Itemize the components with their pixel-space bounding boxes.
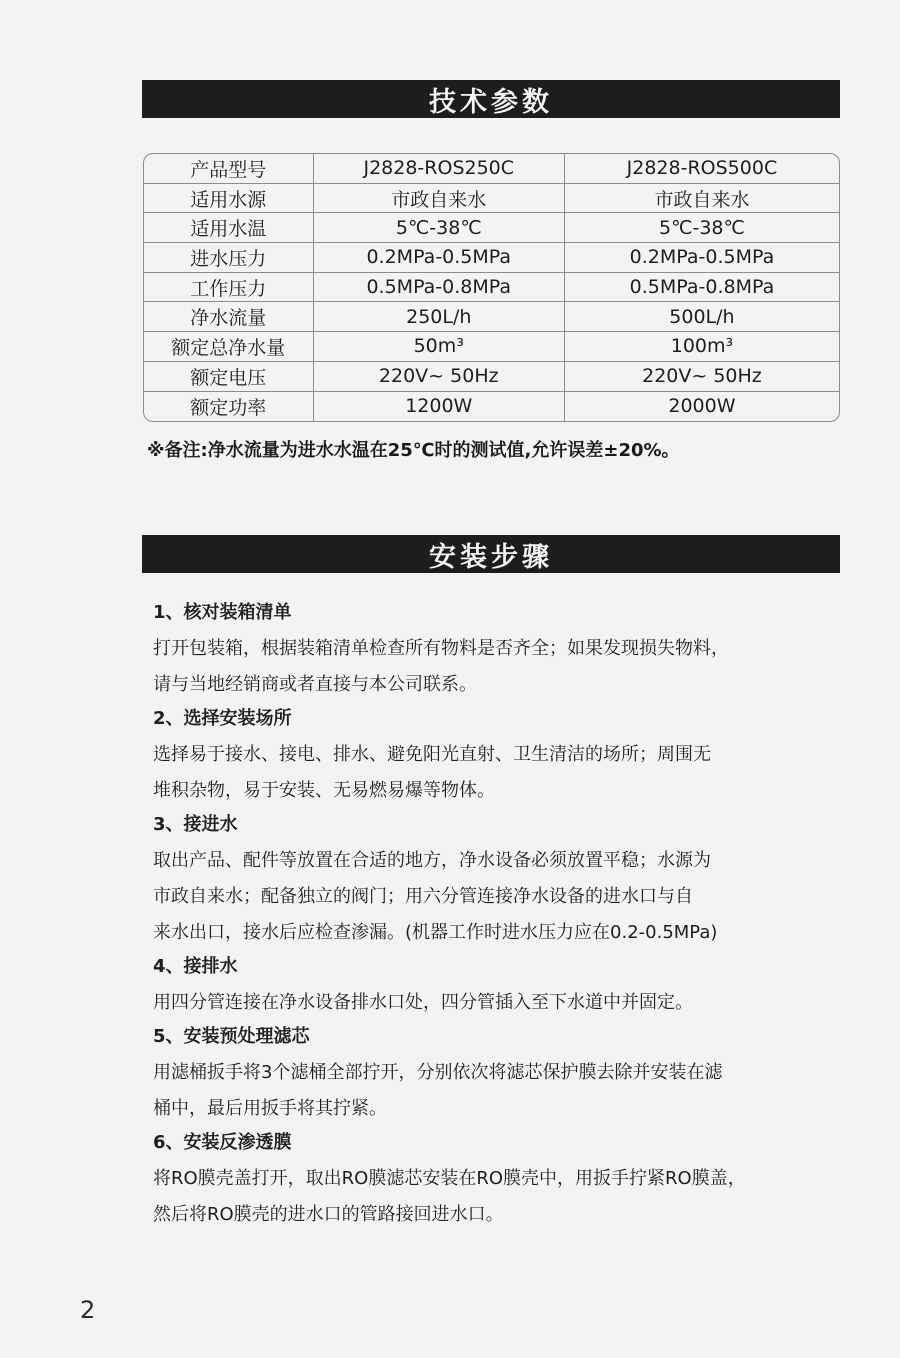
table-cell: 适用水源 [144, 184, 314, 214]
table-cell: 500L/h [565, 302, 839, 332]
step-1 [153, 598, 853, 704]
step-text: 来水出口，接水后应检查渗漏。(机器工作时进水压力应在0.2-0.5MPa) [153, 922, 718, 943]
table-cell: 0.5MPa-0.8MPa [314, 273, 565, 303]
table-cell: 50m³ [314, 332, 565, 362]
step-text: 桶中，最后用扳手将其拧紧。 [153, 1098, 387, 1119]
table-row [144, 362, 839, 392]
step-text: 堆积杂物，易于安装、无易燃易爆等物体。 [153, 780, 495, 801]
step-3 [153, 810, 853, 952]
table-cell: J2828-ROS250C [314, 154, 565, 184]
table-cell: 1200W [314, 392, 565, 422]
table-cell: 2000W [668, 395, 736, 418]
step-text: 请与当地经销商或者直接与本公司联系。 [153, 674, 477, 695]
step-text: 选择易于接水、接电、排水、避免阳光直射、卫生清洁的场所；周围无 [153, 744, 711, 765]
table-cell: 0.2MPa-0.5MPa [314, 243, 565, 273]
table-row [144, 392, 839, 422]
table-cell: 0.5MPa-0.8MPa [565, 273, 839, 303]
table-cell: 0.2MPa-0.5MPa [565, 243, 839, 273]
table-cell: J2828-ROS500C [565, 154, 839, 184]
table-cell: 5℃-38℃ [565, 213, 839, 243]
step-title: 6、安装反渗透膜 [153, 1132, 292, 1153]
table-cell: 净水流量 [144, 302, 314, 332]
table-cell: 5℃-38℃ [314, 213, 565, 243]
table-cell: 市政自来水 [314, 184, 565, 214]
step-text: 打开包装箱，根据装箱清单检查所有物料是否齐全；如果发现损失物料， [153, 638, 729, 659]
step-4 [153, 952, 853, 1022]
install-section-header [142, 535, 840, 573]
table-cell: 额定功率 [144, 392, 314, 422]
step-title: 1、核对装箱清单 [153, 602, 292, 623]
step-text: 将RO膜壳盖打开，取出RO膜滤芯安装在RO膜壳中，用扳手拧紧RO膜盖， [153, 1168, 746, 1189]
table-cell: 100m³ [565, 332, 839, 362]
page-number: 2 [80, 1296, 96, 1324]
step-text: 市政自来水；配备独立的阀门；用六分管连接净水设备的进水口与自 [153, 886, 693, 907]
table-row [144, 184, 839, 214]
table-cell: 产品型号 [144, 154, 314, 184]
step-title: 3、接进水 [153, 814, 238, 835]
table-cell: 工作压力 [144, 273, 314, 303]
table-row [144, 243, 839, 273]
specs-table [143, 153, 840, 422]
step-title: 2、选择安装场所 [153, 708, 292, 729]
step-2 [153, 704, 853, 810]
step-text: 用四分管连接在净水设备排水口处，四分管插入至下水道中并固定。 [153, 992, 693, 1013]
table-cell: 220V~ 50Hz [565, 362, 839, 392]
install-section-title: 安装步骤 [429, 541, 553, 573]
step-text: 然后将RO膜壳的进水口的管路接回进水口。 [153, 1204, 504, 1225]
table-cell: 适用水温 [144, 213, 314, 243]
step-text: 用滤桶扳手将3个滤桶全部拧开，分别依次将滤芯保护膜去除并安装在滤 [153, 1062, 723, 1083]
table-row [144, 332, 839, 362]
table-cell: 市政自来水 [565, 184, 839, 214]
step-title: 4、接排水 [153, 956, 238, 977]
table-cell: 额定总净水量 [144, 332, 314, 362]
step-6 [153, 1128, 853, 1234]
install-steps [153, 598, 853, 1234]
step-5 [153, 1022, 853, 1128]
table-row [144, 302, 839, 332]
table-cell: 进水压力 [144, 243, 314, 273]
specs-note: ※备注:净水流量为进水水温在25℃时的测试值,允许误差±20%。 [147, 440, 680, 461]
step-title: 5、安装预处理滤芯 [153, 1026, 310, 1047]
table-row [144, 154, 839, 184]
table-row [144, 213, 839, 243]
step-text: 取出产品、配件等放置在合适的地方，净水设备必须放置平稳；水源为 [153, 850, 711, 871]
table-cell: 220V~ 50Hz [314, 362, 565, 392]
specs-section-header [142, 80, 840, 118]
table-cell: 250L/h [314, 302, 565, 332]
specs-section-title: 技术参数 [429, 86, 553, 118]
table-cell: 额定电压 [144, 362, 314, 392]
table-row [144, 273, 839, 303]
